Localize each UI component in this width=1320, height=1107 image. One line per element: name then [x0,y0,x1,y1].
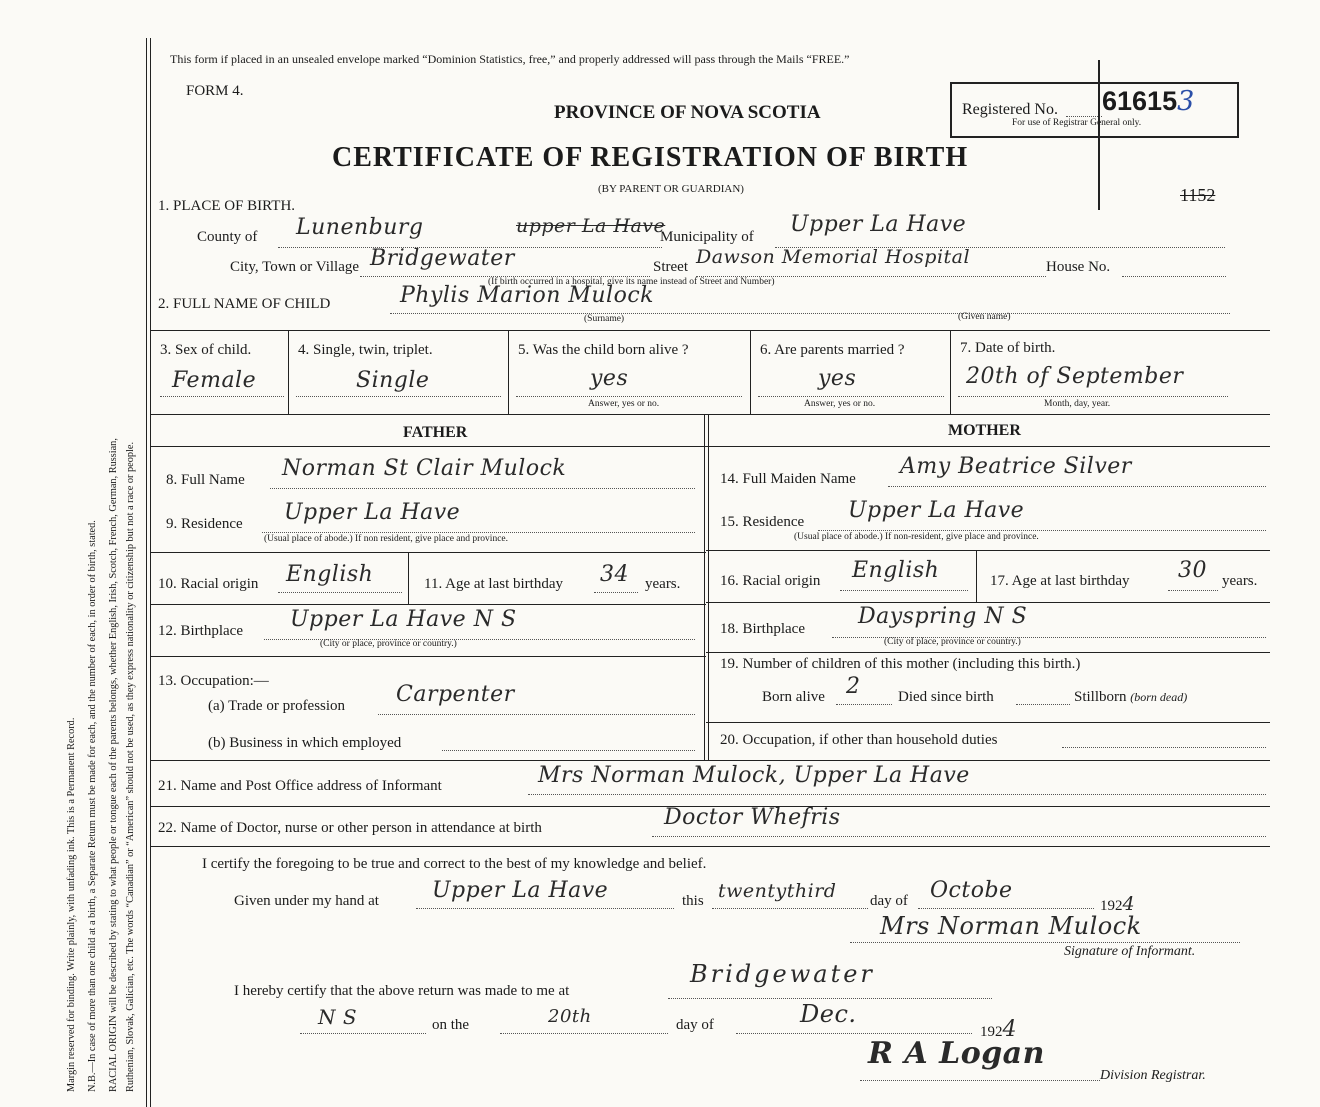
registrar-province-dots [300,1033,426,1034]
day-value: twentythird [718,880,837,902]
day-of-label: day of [870,893,908,909]
margin-note-racial-origin: RACIAL ORIGIN will be described by stating to what people or tongue each of the parents belongs, whether English, Irish, Scotch, French, German, Russian, [108,438,119,1092]
mother-occupation-dots [1062,747,1266,748]
local-number: 1152 [1180,185,1216,205]
street-value: Dawson Memorial Hospital [696,246,971,268]
registered-note: For use of Registrar General only. [1012,118,1142,128]
parents-married-dots [758,396,944,397]
surname-note: (Surname) [584,314,625,324]
doctor-label: 22. Name of Doctor, nurse or other person in attendance at birth [158,820,542,836]
mother-birthplace-label: 18. Birthplace [720,621,805,637]
place-of-birth-heading: 1. PLACE OF BIRTH. [158,198,296,214]
municipality-label: Municipality of [660,229,754,245]
mother-rule-3 [706,652,1270,653]
mother-birthplace-value: Dayspring N S [858,604,1028,629]
mother-name-dots [888,486,1266,487]
informant-signature: Mrs Norman Mulock [880,912,1142,940]
city-label: City, Town or Village [230,259,360,275]
division-registrar-label: Division Registrar. [1100,1068,1206,1083]
registrar-province: N S [318,1005,358,1029]
form-number: FORM 4. [186,83,244,99]
father-trade-dots [378,714,695,715]
col-divider-1 [288,330,289,414]
father-residence-value: Upper La Have [284,500,461,525]
born-alive-count-label: Born alive [762,689,825,705]
child-name-value: Phylis Marion Mulock [400,283,654,308]
mother-residence-dots [818,530,1266,531]
given-place-value: Upper La Have [432,878,609,903]
margin-rule [146,38,147,1107]
county-label: County of [197,229,258,245]
mother-age-dots [1168,590,1218,591]
father-racial-dots [278,592,402,593]
father-rule-2 [150,604,706,605]
father-trade-label: (a) Trade or profession [208,698,346,714]
sex-value: Female [172,368,257,393]
parents-married-label: 6. Are parents married ? [760,342,905,358]
registrar-place-dots [668,998,992,999]
mother-age-value: 30 [1178,558,1207,583]
mother-age-years: years. [1222,573,1258,589]
struck-value: upper La Have [516,215,666,237]
registrar-month: Dec. [800,1000,857,1028]
on-the-label: on the [432,1017,470,1033]
father-rule-1 [150,552,706,553]
certificate-subtitle: (BY PARENT OR GUARDIAN) [598,183,744,195]
registered-ink-stroke [1098,60,1100,210]
father-residence-dots [262,532,695,533]
informant-label: 21. Name and Post Office address of Informant [158,778,442,794]
given-under-label: Given under my hand at [234,893,379,909]
registrar-year: 1924 [980,1017,1017,1042]
born-alive-value: yes [590,366,629,391]
mother-name-value: Amy Beatrice Silver [900,454,1132,479]
registrar-day: 20th [548,1006,592,1027]
mother-rule-2 [706,602,1270,603]
father-age-label: 11. Age at last birthday [424,576,563,592]
rule-after-name [150,330,1270,331]
registrar-signature-dots [860,1080,1100,1081]
street-label: Street [653,259,688,275]
parents-married-note: Answer, yes or no. [804,399,876,409]
mother-residence-value: Upper La Have [848,498,1025,523]
month-value: Octobe [930,878,1013,903]
margin-rule-inner [150,38,151,1107]
registrar-day-dots [500,1033,668,1034]
father-trade-value: Carpenter [396,682,515,707]
born-alive-count-dots [836,704,892,705]
plurality-dots [296,396,501,397]
city-value: Bridgewater [370,246,515,271]
rule-after-child-info [150,414,1270,415]
mail-notice: This form if placed in an unsealed envelope marked “Dominion Statistics, free,” and properly addressed will pass through the Mails “FREE.” [170,52,850,66]
father-birthplace-label: 12. Birthplace [158,623,243,639]
mother-rule-1 [706,550,1270,551]
month-dots [918,908,1094,909]
registrar-signature: R A Logan [868,1036,1045,1071]
house-dots [1122,276,1226,277]
mother-racial-dots [840,590,968,591]
this-label: this [682,893,704,909]
father-age-years: years. [645,576,681,592]
registrar-day-of-label: day of [676,1017,714,1033]
municipality-value: Upper La Have [790,212,967,237]
father-occupation-label: 13. Occupation:— [158,673,269,689]
father-birthplace-note: (City or place, province or country.) [320,639,457,649]
rule-after-parents [150,760,1270,761]
mother-birthplace-note: (City of place, province or country.) [884,637,1021,647]
county-value: Lunenburg [296,215,424,240]
date-of-birth-label: 7. Date of birth. [960,340,1056,356]
born-alive-count-value: 2 [846,674,861,699]
doctor-dots [652,836,1266,837]
registered-label: Registered No. [962,101,1058,118]
rule-after-doctor [150,846,1270,847]
born-alive-label: 5. Was the child born alive ? [518,342,689,358]
father-residence-label: 9. Residence [166,516,243,532]
registrar-statement: I hereby certify that the above return was made to me at [234,983,570,999]
mother-heading: MOTHER [948,422,1021,439]
father-residence-note: (Usual place of abode.) If non resident, give place and province. [264,534,508,544]
registrar-place: Bridgewater [690,960,875,988]
mother-residence-label: 15. Residence [720,514,805,530]
date-of-birth-note: Month, day, year. [1044,399,1111,409]
born-alive-dots [516,396,742,397]
mother-racial-label: 16. Racial origin [720,573,821,589]
parents-married-value: yes [818,366,857,391]
father-heading: FATHER [403,424,468,441]
father-business-label: (b) Business in which employed [208,735,402,751]
col-divider-3 [750,330,751,414]
margin-note-racial-origin-cont: Ruthenian, Slovak, Galician, etc. The words “Canadian” or “American” should not be used, as they express nationality or citizenship but not a race or people. [125,441,136,1092]
given-name-note: (Given name) [958,312,1011,322]
parents-divider [704,414,705,760]
father-business-dots [442,750,695,751]
father-name-dots [270,488,695,489]
child-name-dots [390,313,1230,314]
rule-after-parent-headings [150,446,1270,447]
margin-note-binding: Margin reserved for binding. Write plainly, with unfading ink. This is a Permanent Record. [66,717,77,1092]
father-name-value: Norman St Clair Mulock [282,456,567,481]
date-of-birth-value: 20th of September [966,364,1184,389]
sex-label: 3. Sex of child. [160,342,252,358]
father-racial-label: 10. Racial origin [158,576,259,592]
mother-rule-4 [706,722,1270,723]
father-age-dots [594,592,638,593]
hospital-note: (If birth occurred in a hospital, give its name instead of Street and Number) [488,277,775,287]
col-divider-2 [508,330,509,414]
certify-statement: I certify the foregoing to be true and correct to the best of my knowledge and belief. [202,856,707,872]
informant-signature-dots [850,942,1240,943]
mother-name-label: 14. Full Maiden Name [720,471,856,487]
father-birthplace-value: Upper La Have N S [290,607,517,632]
doctor-value: Doctor Whefris [664,805,841,830]
died-since-birth-label: Died since birth [898,689,994,705]
registered-number: 616153 [1102,86,1195,117]
father-racial-value: English [286,562,374,587]
house-number-label: House No. [1046,259,1111,275]
mother-racial-divider [976,550,977,602]
sex-dots [160,396,284,397]
certification-year: 1924 [1100,893,1136,915]
mother-age-label: 17. Age at last birthday [990,573,1130,589]
father-age-value: 34 [600,562,629,587]
day-dots [712,908,868,909]
informant-dots [528,794,1266,795]
parents-divider-inner [708,414,709,760]
plurality-value: Single [356,368,430,393]
registrar-month-dots [736,1033,972,1034]
province-heading: PROVINCE OF NOVA SCOTIA [554,102,821,123]
born-alive-note: Answer, yes or no. [588,399,660,409]
certificate-title: CERTIFICATE OF REGISTRATION OF BIRTH [332,142,969,173]
stillborn-label: Stillborn (born dead) [1074,689,1188,705]
registered-dots [1066,116,1102,117]
father-name-label: 8. Full Name [166,472,245,488]
informant-value: Mrs Norman Mulock, Upper La Have [538,763,970,788]
mother-residence-note: (Usual place of abode.) If non-resident, give place and province. [794,532,1039,542]
father-rule-3 [150,656,706,657]
col-divider-4 [950,330,951,414]
child-name-label: 2. FULL NAME OF CHILD [158,296,331,312]
plurality-label: 4. Single, twin, triplet. [298,342,433,358]
died-since-birth-dots [1016,704,1070,705]
mother-occupation-label: 20. Occupation, if other than household duties [720,732,998,748]
signature-of-informant-label: Signature of Informant. [1064,944,1196,959]
mother-racial-value: English [852,558,940,583]
date-of-birth-dots [958,396,1228,397]
father-racial-divider [408,552,409,604]
mother-children-label: 19. Number of children of this mother (including this birth.) [720,656,1081,672]
given-place-dots [416,908,674,909]
margin-note-multiple-births: N.B.—In case of more than one child at a birth, a Separate Return must be made for each, and the number of each, in order of birth, stated. [87,520,98,1092]
